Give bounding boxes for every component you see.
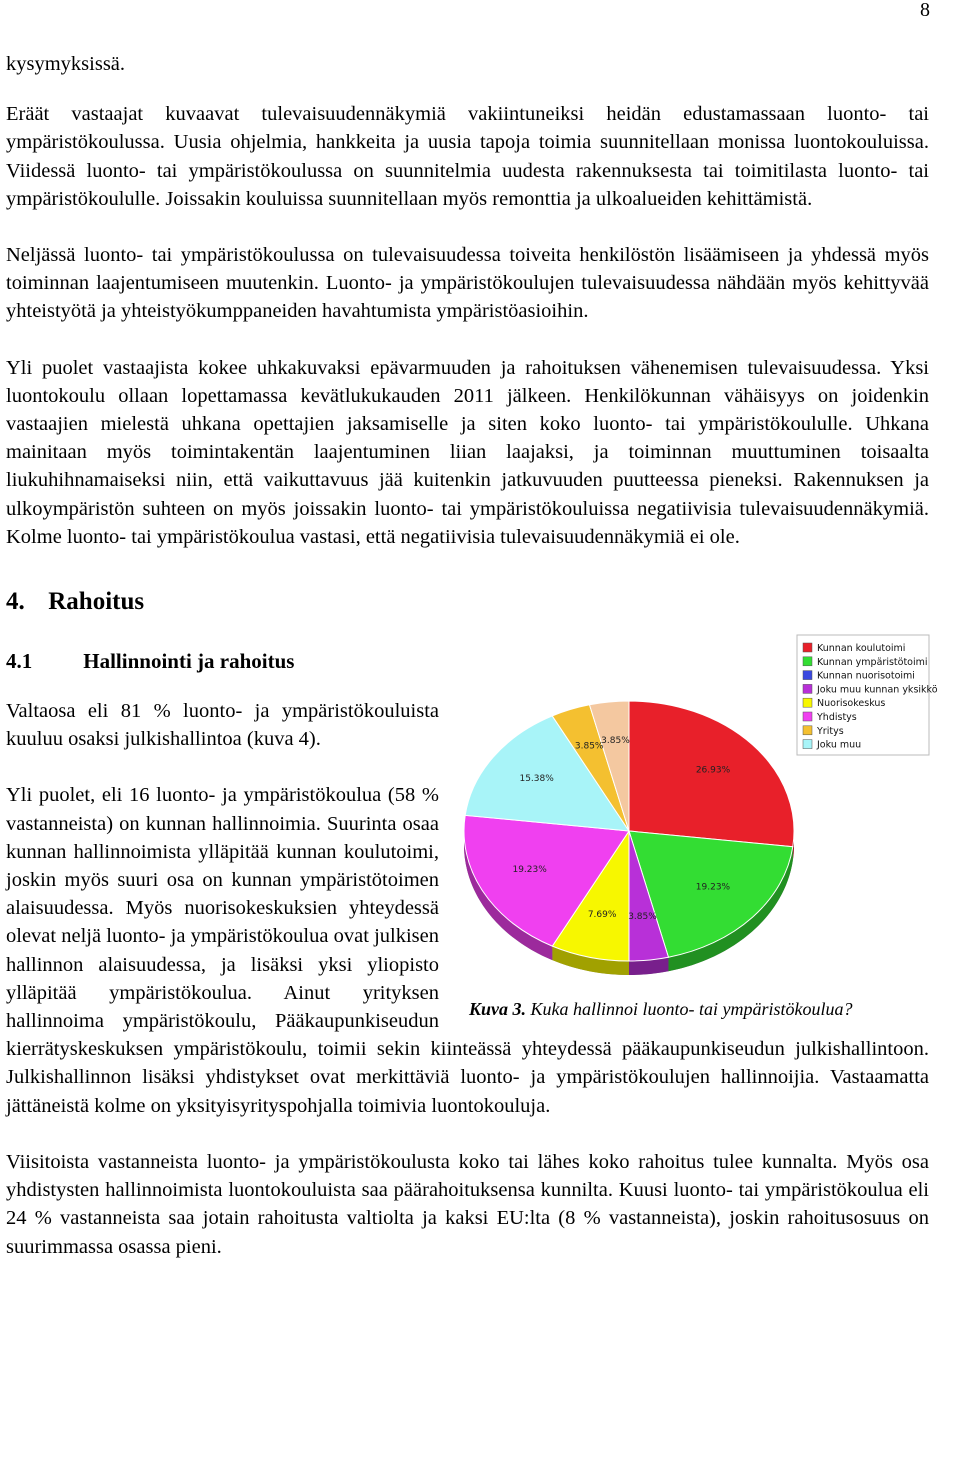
legend-label: Kunnan nuorisotoimi xyxy=(817,670,915,682)
pie-data-label: 3.85% xyxy=(628,911,657,922)
legend-label: Joku muu kunnan yksikkö xyxy=(817,684,938,696)
pie-data-label: 19.23% xyxy=(695,882,731,893)
pie-chart-svg xyxy=(459,631,939,996)
figure-caption xyxy=(469,998,939,1020)
legend-swatch xyxy=(803,698,812,707)
section-heading xyxy=(6,587,929,617)
legend-label: Kunnan ympäristötoimi xyxy=(817,656,928,668)
legend-label: Yritys xyxy=(817,725,844,737)
figure xyxy=(459,631,939,1020)
pie-data-label: 3.85% xyxy=(601,736,630,747)
pie-data-label: 7.69% xyxy=(587,909,617,920)
paragraph: Valtaosa eli 81 % luonto- ja ympäristökouluista kuuluu osaksi julkishallintoa (kuva 4). xyxy=(6,700,439,751)
paragraph: Neljässä luonto- tai ympäristökoulussa on tulevaisuudessa toiveita henkilöstön lisäämiseen ja yhdessä myös toiminnan laajentumiseen muutenkin. Luonto- ja ympäristökoulujen tulevaisuudessa nähdään myös kehittyvää yhteistyötä ja yhteistyökumppaneiden havahtumista ympäristöasioihin. xyxy=(6,244,929,323)
paragraph: Yli puolet vastaajista kokee uhkakuvaksi epävarmuuden ja rahoituksen vähenemisen tulevaisuudessa. Yksi luontokoulu ollaan lopettamassa kevätlukukauden 2011 jälkeen. Henkilökunnan vähäisyys on joidenkin vastaajien mielestä uhkana opettajien jaksamiselle ja siten koko luonto- tai ympäristökoululle. Uhkana mainitaan myös toimintakentän laajentuminen liian laajaksi, ja toiminnan muuttuminen toisaalta liukuhihnamaiseksi niin, että vaikuttavuus jää kuitenkin jatkuvuuden puutteessa pieneksi. Rakennuksen ja ulkoympäristön suhteen on myös joissakin luonto- tai ympäristökouluissa negatiivisia tulevaisuudennäkymiä. Kolme luonto- tai ympäristökoulua vastasi, että negatiivisia tulevaisuudennäkymiä ei ole. xyxy=(6,356,929,548)
caption-text: Kuka hallinnoi luonto- tai ympäristökoulua? xyxy=(530,999,853,1020)
section-number: 4. xyxy=(6,588,25,616)
legend-swatch xyxy=(803,657,812,666)
page-number: 8 xyxy=(920,0,930,21)
legend-label: Yhdistys xyxy=(817,712,857,724)
section-title: Rahoitus xyxy=(48,588,145,616)
legend-swatch xyxy=(803,740,812,749)
legend-swatch xyxy=(803,712,812,721)
legend-swatch xyxy=(803,671,812,680)
paragraph: Eräät vastaajat kuvaavat tulevaisuudennäkymiä vakiintuneiksi heidän edustamassaan luonto- tai ympäristökoulussa. Uusia ohjelmia, hankkeita ja uusia tapoja toimia suunnitellaan monissa luontokouluissa. Viidessä luonto- tai ympäristökoulussa on suunnitelmia uudesta rakennuksesta tai toimitilasta luonto- tai ympäristökoululle. Joissakin kouluissa suunnitellaan myös remonttia ja ulkoalueiden kehittämistä. xyxy=(6,103,929,210)
pie-data-label: 15.38% xyxy=(519,773,554,784)
paragraph: kysymyksissä. xyxy=(6,53,126,75)
legend-swatch xyxy=(803,643,812,652)
legend-label: Kunnan koulutoimi xyxy=(817,643,906,655)
pie-data-label: 26.93% xyxy=(695,765,731,776)
legend-label: Nuorisokeskus xyxy=(817,698,886,710)
chart-legend xyxy=(797,635,938,755)
legend-swatch xyxy=(803,684,812,693)
caption-label: Kuva 3. xyxy=(469,999,527,1020)
subsection-number: 4.1 xyxy=(6,649,33,674)
pie-data-label: 19.23% xyxy=(512,865,547,876)
paragraph: Viisitoista vastanneista luonto- ja ympäristökoulusta koko tai lähes koko rahoitus tulee kunnalta. Myös osa yhdistysten hallinnoimista luontokouluista saa päärahoituksensa kunnilta. Kuusi luonto- tai ympäristökoulua eli 24 % vastanneista saa jotain rahoitusta valtiolta ja kaksi EU:lta (8 % vastanneista), joskin rahoitusosuus on suurimmassa osassa pieni. xyxy=(6,1150,929,1258)
pie-chart xyxy=(459,631,939,996)
pie-data-label: 3.85% xyxy=(574,741,604,752)
legend-swatch xyxy=(803,726,812,735)
subsection-title: Hallinnointi ja rahoitus xyxy=(83,649,295,674)
page-content xyxy=(6,50,938,1289)
legend-label: Joku muu xyxy=(817,739,862,751)
paragraph: Yli puolet, eli 16 luonto- ja ympäristökoulua (58 % vastanneista) on kunnan hallinnoimia. Suurinta osaa kunnan hallinnoimista ylläpitää kunnan koulutoimi, joskin myös suuri osa on kunnan ympäristötoimen alaisuudessa. Myös nuorisokeskuksien yhteydessä olevat neljä luonto- ja ympäristökoulua ovat julkisen hallinnon alaisuudessa, ja lisäksi yksi yliopisto ylläpitää ympäristökoulua. Ainut yrityksen hallinnoima ympäristökoulu, Pääkaupunkiseudun kierrätyskeskuksen ympäristökoulu, toimii sekin kiinteässä yhteydessä pääkaupunkiseudun julkishallintoon. Julkishallinnon lisäksi yhdistykset ovat merkittäviä luonto- ja ympäristökoulujen hallinnoijia. Vastaamatta jättäneistä kolme on yksityisyrityspohjalla toimivia luontokouluja. xyxy=(6,784,929,1117)
